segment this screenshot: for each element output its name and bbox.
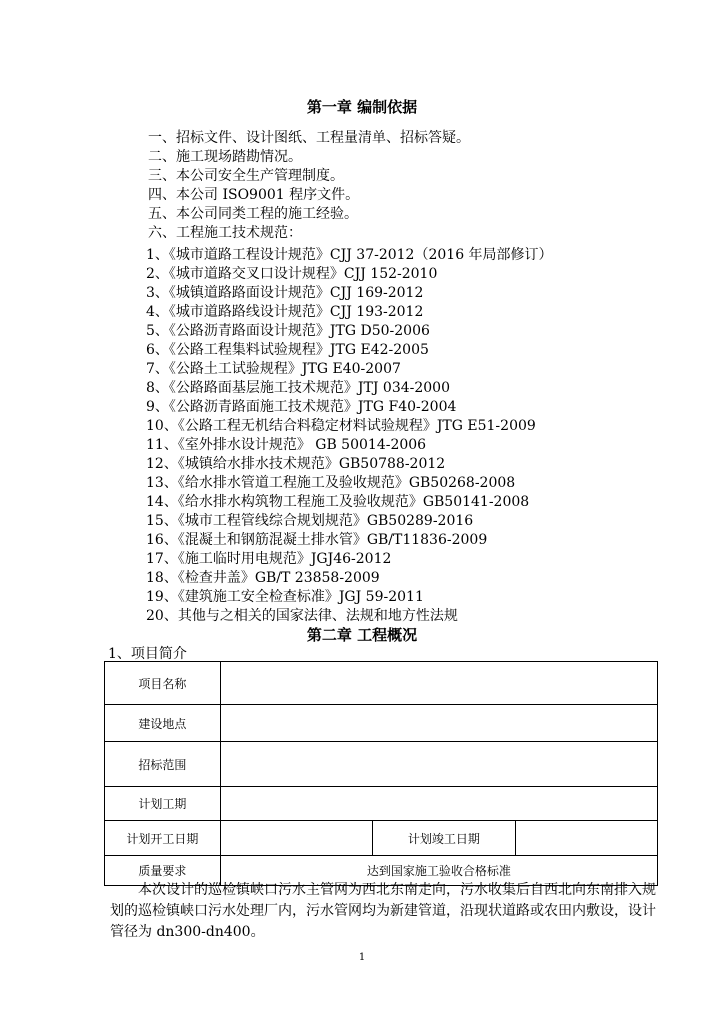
end-date-label: 计划竣工日期 [372,821,516,856]
standard-item: 20、其他与之相关的国家法律、法规和地方性法规 [146,608,458,624]
table-row [105,821,658,856]
project-description: 本次设计的巡检镇峡口污水主管网为西北东南走向，污水收集后自西北向东南排入规划的巡检镇峡口污水处理厂内，污水管网均为新建管道，沿现状道路或农田内敷设，设计管径为 dn300-dn400。 [110,882,656,940]
duration-value [220,787,657,821]
standard-item: 19、《建筑施工安全检查标准》JGJ 59-2011 [146,589,424,605]
standard-item: 1、《城市道路工程设计规范》CJJ 37-2012（2016 年局部修订） [146,247,553,263]
basis-item: 一、招标文件、设计图纸、工程量清单、招标答疑。 [148,130,470,146]
project-info-table [104,661,658,886]
chapter1-title: 第一章 编制依据 [306,98,418,116]
start-date-value [220,821,372,856]
standard-item: 11、《室外排水设计规范》 GB 50014-2006 [146,437,427,453]
standard-item: 15、《城市工程管线综合规划规范》GB50289-2016 [146,513,474,529]
standard-item: 13、《给水排水管道工程施工及验收规范》GB50268-2008 [146,475,516,491]
duration-label: 计划工期 [105,787,221,821]
standard-item: 16、《混凝土和钢筋混凝土排水管》GB/T11836-2009 [146,532,488,548]
scope-label: 招标范围 [105,742,221,787]
scope-value [220,742,657,787]
basis-item: 四、本公司 ISO9001 程序文件。 [148,187,360,203]
standard-item: 2、《城市道路交叉口设计规程》CJJ 152-2010 [146,266,438,282]
standard-item: 6、《公路工程集料试验规程》JTG E42-2005 [146,342,429,358]
standard-item: 3、《城镇道路路面设计规范》CJJ 169-2012 [146,285,424,301]
chapter2-title: 第二章 工程概况 [306,626,418,644]
start-date-label: 计划开工日期 [105,821,221,856]
basis-item: 六、工程施工技术规范： [148,225,302,241]
quality-value: 达到国家施工验收合格标准 [220,856,657,886]
standard-item: 4、《城市道路路线设计规范》CJJ 193-2012 [146,304,424,320]
project-name-value [220,662,657,705]
standard-item: 17、《施工临时用电规范》JGJ46-2012 [146,551,392,567]
location-value [220,705,657,742]
project-intro-heading: 1、项目简介 [108,646,187,662]
standard-item: 7、《公路土工试验规程》JTG E40-2007 [146,361,401,377]
standard-item: 9、《公路沥青路面施工技术规范》JTG F40-2004 [146,399,457,415]
location-label: 建设地点 [105,705,221,742]
standard-item: 18、《检查井盖》GB/T 23858-2009 [146,570,380,586]
table-row [105,787,658,821]
standard-item: 10、《公路工程无机结合料稳定材料试验规程》JTG E51-2009 [146,418,536,434]
standard-item: 12、《城镇给水排水技术规范》GB50788-2012 [146,456,446,472]
standard-item: 14、《给水排水构筑物工程施工及验收规范》GB50141-2008 [146,494,530,510]
basis-item: 二、施工现场踏勘情况。 [148,149,302,165]
page-number: 1 [358,952,366,963]
quality-label: 质量要求 [105,856,221,886]
project-name-label: 项目名称 [105,662,221,705]
table-row [105,742,658,787]
basis-item: 三、本公司安全生产管理制度。 [148,168,344,184]
table-row [105,662,658,705]
basis-item: 五、本公司同类工程的施工经验。 [148,206,358,222]
standard-item: 5、《公路沥青路面设计规范》JTG D50-2006 [146,323,430,339]
end-date-value [516,821,658,856]
standard-item: 8、《公路路面基层施工技术规范》JTJ 034-2000 [146,380,451,396]
table-row [105,705,658,742]
